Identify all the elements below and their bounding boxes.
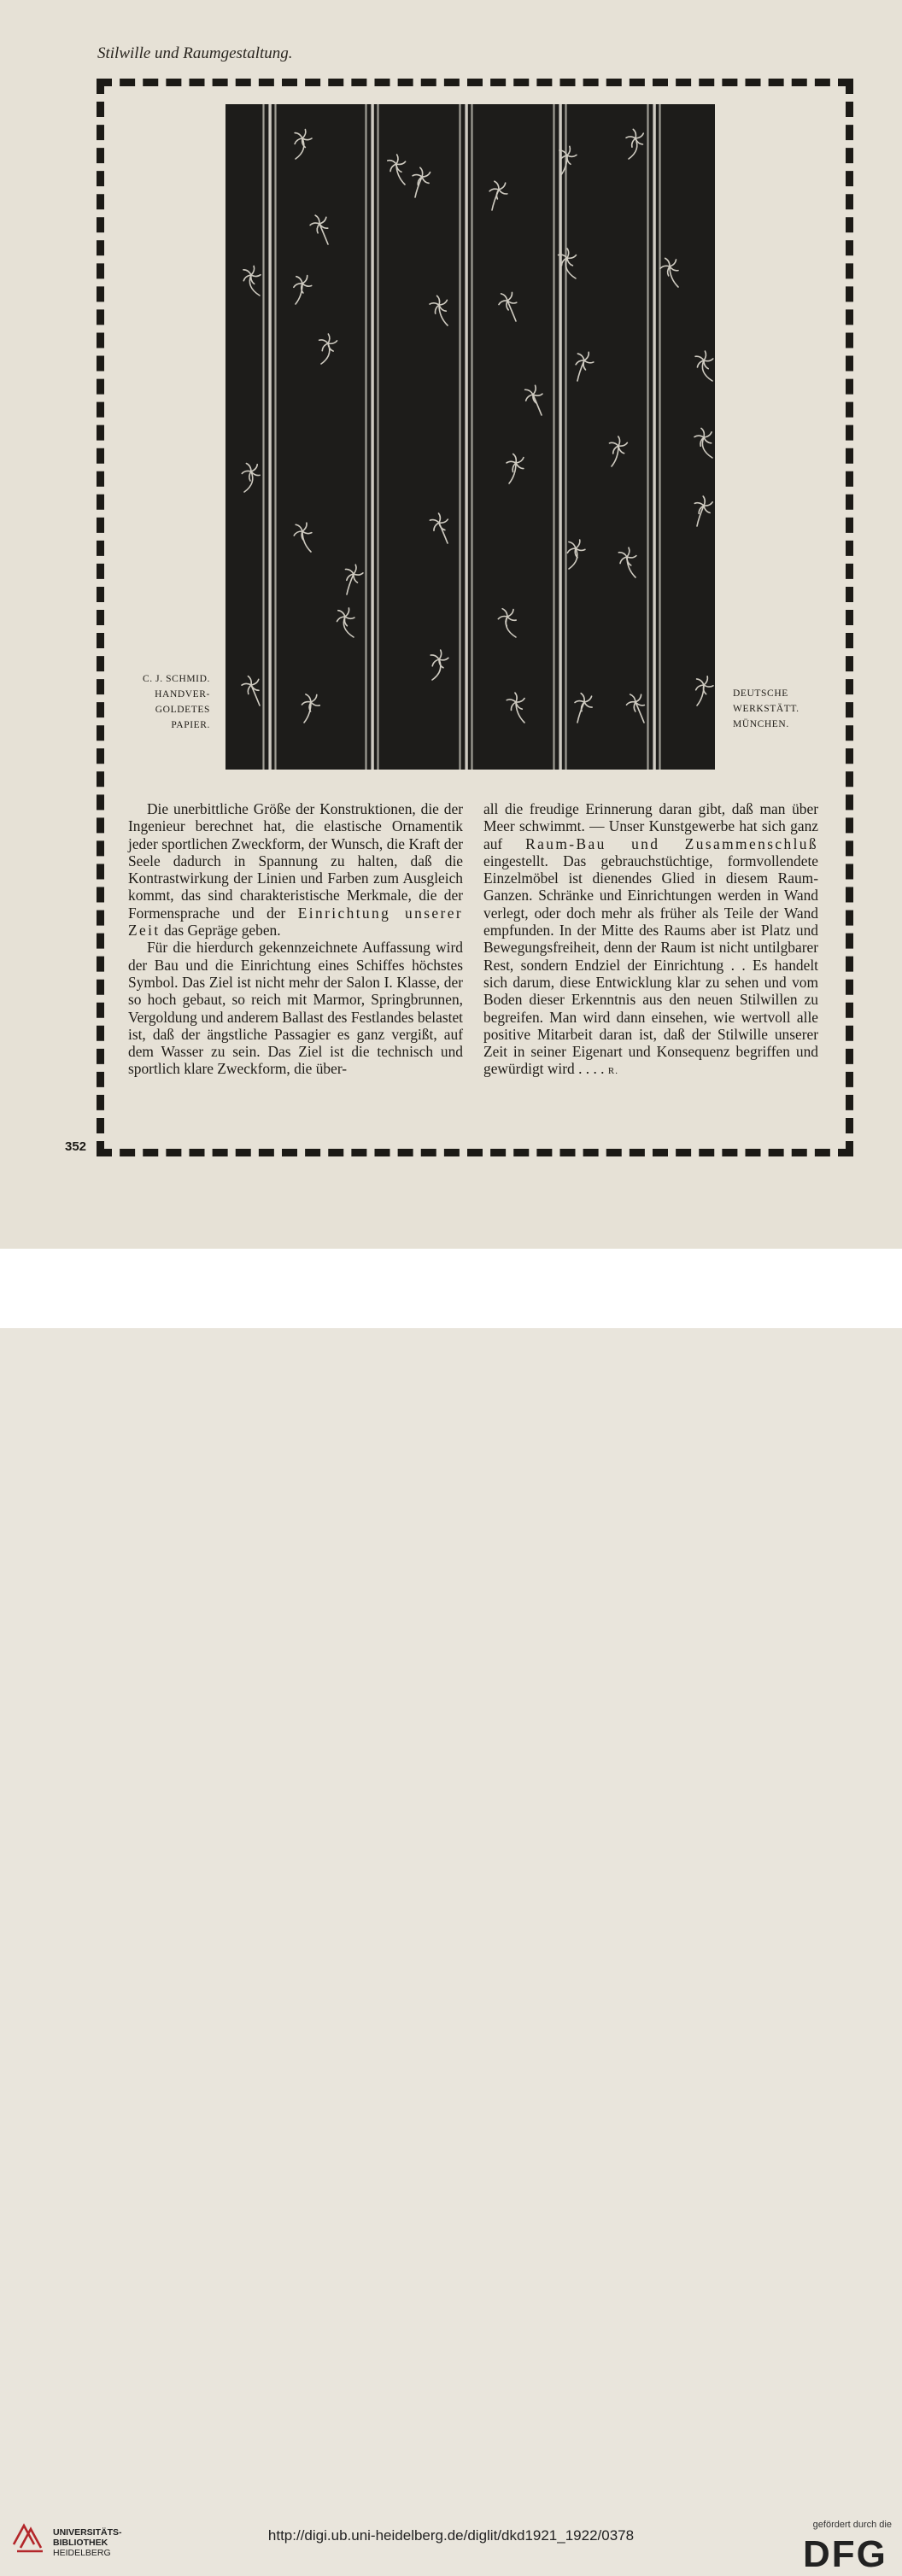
pattern-stripe (465, 104, 467, 770)
paragraph-text: das Gepräge geben. (160, 922, 281, 940)
caption-left-line: GOLDETES (155, 705, 210, 715)
scanned-page (0, 0, 902, 1249)
pattern-stripe (262, 104, 264, 770)
pattern-stripe (659, 104, 660, 770)
caption-left (128, 671, 210, 733)
caption-left-line: C. J. SCHMID. (142, 674, 210, 684)
paragraph-text: eingestellt. Das gebrauchstüchtige, formvollendete Einzelmöbel ist dienendes Glied in diesem Raum-Ganzen. Schränke und Einrichtungen werden in Wand verlegt, oder doch mehr als früher als Teile der Wand empfunden. In der Mitte des Raums aber ist Platz und Bewegungsfreiheit, denn der Raum ist nicht untilgbarer Rest, sondern Endziel der Einrichtung . . Es handelt sich darum, diese Entwicklung klar zu sehen und vom Boden dieser Erkenntnis aus den neuen Stilwillen zu begreifen. Man wird dann einsehen, wie wertvoll alle positive Mitarbeit daran ist, daß der Stilwille unserer Zeit in seiner Eigenart und Konsequenz begriffen und gewürdigt wird . . . . (483, 852, 818, 1078)
body-column-left (128, 800, 463, 1078)
funding-note: gefördert durch die (812, 2520, 892, 2530)
paragraph-text: Die unerbittliche Größe der Konstruktionen, die der Ingenieur berechnet hat, die elastische Ornamentik jeder sportlichen Zweckform, der Wunsch, die Kraft der Seele dadurch in Spannung zu halten, daß die Kontrastwirkung der Linien und Farben zum Ausgleich kommt, das sind charakteristische Merkmale, die der Formensprache und der (128, 800, 463, 922)
pattern-stripe (371, 104, 373, 770)
caption-left-line: PAPIER. (171, 720, 210, 730)
paragraph-text: all die freudige Erinnerung daran gibt, daß man über Meer schwimmt. — Unser Kunstgewerbe hat sich ganz auf (483, 800, 818, 852)
paragraph (128, 800, 463, 939)
pattern-stripe (268, 104, 271, 770)
caption-right-line: MÜNCHEN. (733, 719, 789, 729)
pattern-stripe (559, 104, 561, 770)
pattern-stripe (365, 104, 366, 770)
library-line: HEIDELBERG (53, 2548, 111, 2558)
caption-right-line: WERKSTÄTT. (733, 704, 800, 714)
gilded-paper-pattern-image (226, 104, 715, 770)
dfg-logo-icon: DFG (803, 2533, 887, 2575)
digitization-footer (0, 1249, 902, 2575)
caption-left-line: HANDVER- (155, 689, 210, 700)
pattern-stripe (377, 104, 378, 770)
author-signature: R. (607, 1066, 618, 1077)
caption-right (733, 686, 818, 732)
pattern-stripe (274, 104, 276, 770)
paragraph: Für die hierdurch gekennzeichnete Auffassung wird der Bau und die Einrichtung eines Schiffes höchstes Symbol. Das Ziel ist nicht mehr der Salon I. Klasse, der so hoch gebaut, so reich mit Marmor, Springbrunnen, Vergoldung und anderem Ballast des Festlandes belastet ist, daß der ängstliche Passagier es ganz vergißt, auf dem Wasser zu sein. Das Ziel ist die technisch und sportlich klare Zweckform, die über- (128, 939, 463, 1078)
spaced-emphasis: Einrichtung unserer Zeit (128, 904, 464, 940)
pattern-stripe (647, 104, 648, 770)
spaced-emphasis: Raum-Bau und Zusammenschluß (525, 834, 818, 852)
running-head: Stilwille und Raumgestaltung. (97, 44, 293, 62)
library-line: UNIVERSITÄTS- (53, 2527, 122, 2538)
pattern-stripe (471, 104, 472, 770)
body-column-right (483, 800, 818, 1080)
library-line: BIBLIOTHEK (53, 2538, 108, 2548)
caption-right-line: DEUTSCHE (733, 688, 788, 699)
pattern-stripe (565, 104, 566, 770)
pattern-stripe (553, 104, 554, 770)
page-number: 352 (65, 1139, 87, 1154)
pattern-stripe (459, 104, 460, 770)
permalink-url[interactable]: http://digi.ub.uni-heidelberg.de/diglit/dkd1921_1922/0378 (267, 2527, 635, 2544)
pattern-stripe (653, 104, 655, 770)
paragraph (483, 800, 818, 1080)
